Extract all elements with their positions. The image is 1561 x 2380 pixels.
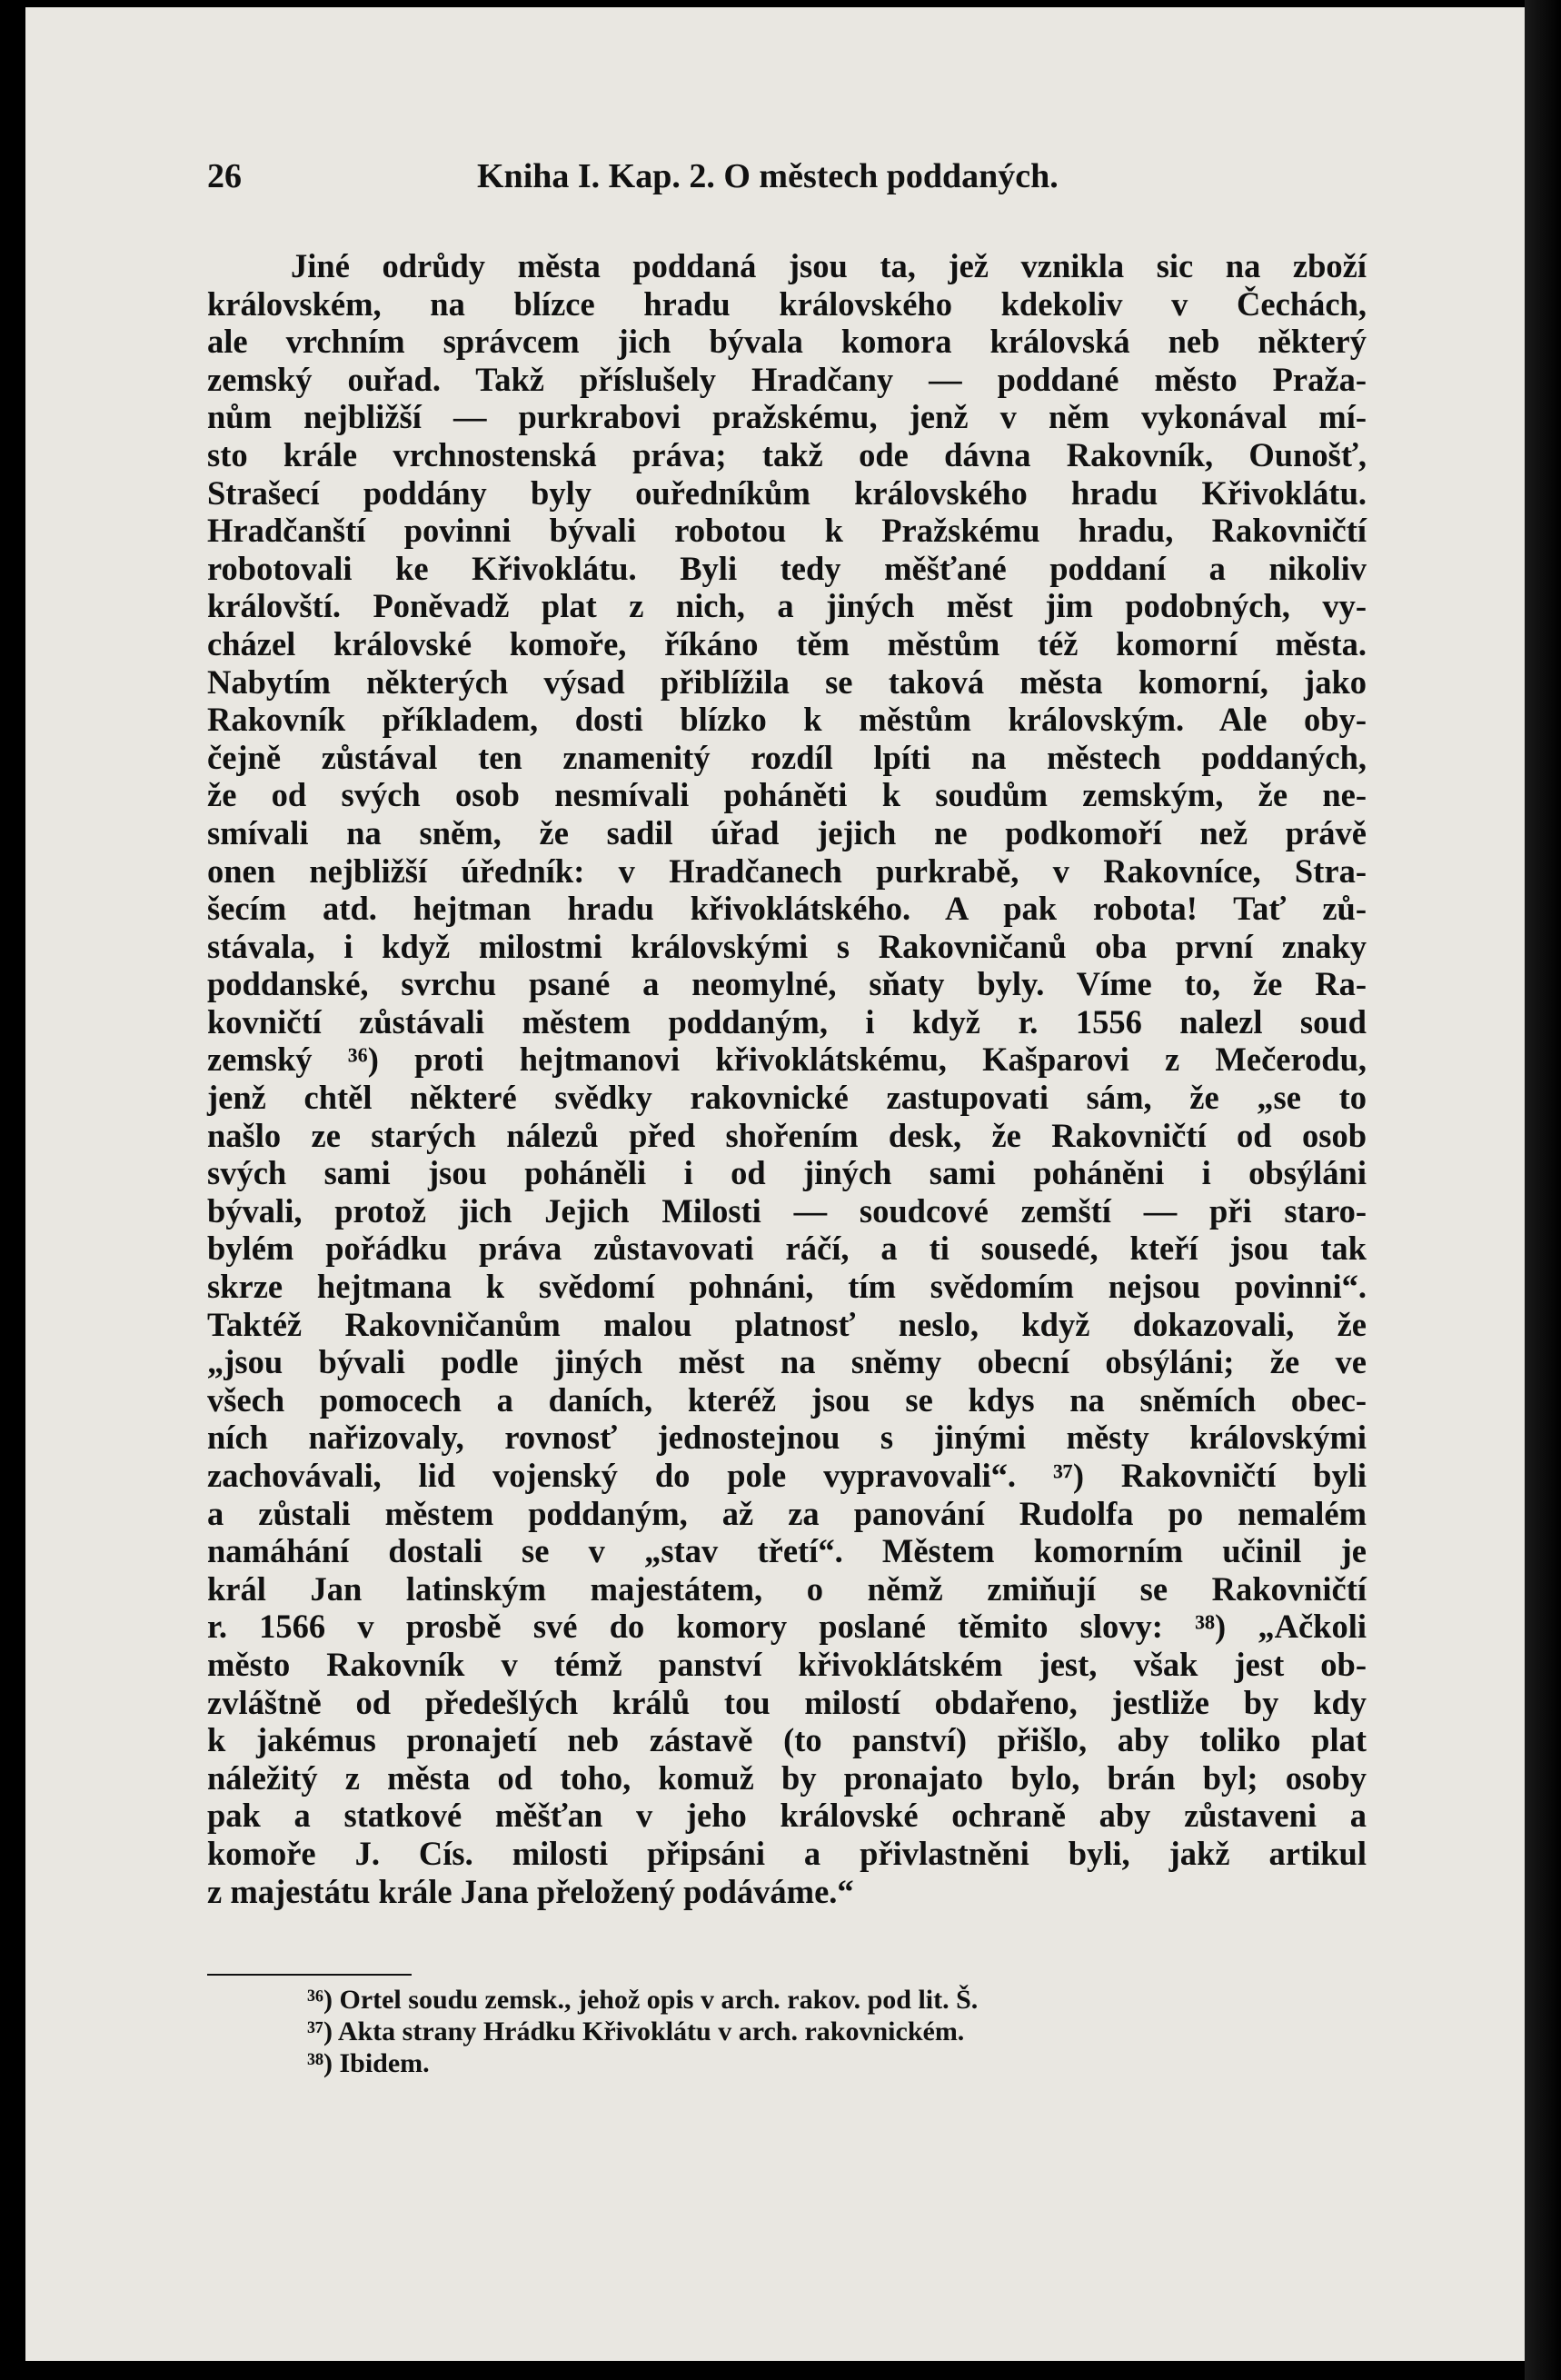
text-line: bylém pořádku práva zůstavovati ráčí, a ti sousedé, kteří jsou tak bbox=[207, 1230, 1367, 1268]
text-line: svých sami jsou poháněli i od jiných sami poháněni i obsýláni bbox=[207, 1154, 1367, 1192]
text-line: zemský ouřad. Takž příslušely Hradčany — poddané město Praža- bbox=[207, 360, 1367, 398]
text-line: z majestátu krále Jana přeložený podáváme.“ bbox=[207, 1872, 854, 1910]
text-line: smívali na sněm, že sadil úřad jejich ne podkomoří než právě bbox=[207, 813, 1367, 851]
text-line: ních nařizovaly, rovnosť jednostejnou s jinými městy královskými bbox=[207, 1419, 1367, 1457]
page-number: 26 bbox=[207, 157, 242, 195]
footnote: ³⁷) Akta strany Hrádku Křivoklátu v arch. rakovnickém. bbox=[307, 2017, 965, 2046]
text-line: stávala, i když milostmi královskými s Rakovničanů oba první znaky bbox=[207, 927, 1367, 965]
text-line: k jakémus pronajetí neb zástavě (to panství) přišlo, aby toliko plat bbox=[207, 1721, 1367, 1759]
text-line: jenž chtěl některé svědky rakovnické zastupovati sám, že „se to bbox=[207, 1079, 1367, 1117]
text-line: Rakovník příkladem, dosti blízko k městům královským. Ale oby- bbox=[207, 701, 1367, 739]
text-line: čejně zůstával ten znamenitý rozdíl lpíti na městech poddaných, bbox=[207, 738, 1367, 776]
text-line: že od svých osob nesmívali poháněti k soudům zemským, že ne- bbox=[207, 776, 1367, 814]
text-line: Nabytím některých výsad přiblížila se taková města komorní, jako bbox=[207, 662, 1367, 701]
main-text bbox=[207, 247, 1367, 1910]
text-line: zachovávali, lid vojenský do pole vypravovali“. ³⁷) Rakovničtí byli bbox=[207, 1457, 1367, 1494]
text-line: náležitý z města od toho, komuž by pronajato bylo, brán byl; osoby bbox=[207, 1758, 1367, 1797]
text-line: Strašecí poddány byly ouředníkům královského hradu Křivoklátu. bbox=[207, 473, 1367, 512]
text-line: kovničtí zůstávali městem poddaným, i když r. 1556 nalezl soud bbox=[207, 1002, 1367, 1041]
text-line: král Jan latinským majestátem, o němž zmiňují se Rakovničtí bbox=[207, 1569, 1367, 1608]
text-line: namáhání dostali se v „stav třetí“. Městem komorním učinil je bbox=[207, 1532, 1367, 1570]
text-line: poddanské, svrchu psané a neomylné, sňaty byly. Víme to, že Ra- bbox=[207, 965, 1367, 1003]
text-line: Hradčanští povinni bývali robotou k Pražskému hradu, Rakovničtí bbox=[207, 512, 1367, 550]
text-line: zemský ³⁶) proti hejtmanovi křivoklátskému, Kašparovi z Mečerodu, bbox=[207, 1041, 1367, 1079]
text-line: pak a statkové měšťan v jeho královské ochraně aby zůstaveni a bbox=[207, 1797, 1367, 1835]
footnotes bbox=[307, 1984, 1352, 2079]
text-line: královští. Poněvadž plat z nich, a jiných měst jim podobných, vy- bbox=[207, 587, 1367, 625]
footnote: ³⁶) Ortel soudu zemsk., jehož opis v arch. rakov. pod lit. Š. bbox=[307, 1985, 979, 2015]
text-line: onen nejbližší úředník: v Hradčanech purkrabě, v Rakovníce, Stra- bbox=[207, 851, 1367, 890]
text-line: r. 1566 v prosbě své do komory poslané těmito slovy: ³⁸) „Ačkoli bbox=[207, 1608, 1367, 1646]
text-line: šecím atd. hejtman hradu křivoklátského. A pak robota! Tať zů- bbox=[207, 890, 1367, 928]
text-line: královském, na blízce hradu královského kdekoliv v Čechách, bbox=[207, 284, 1367, 323]
text-line: všech pomocech a daních, kteréž jsou se kdys na sněmích obec- bbox=[207, 1380, 1367, 1419]
text-line: cházel královské komoře, říkáno těm městům též komorní města. bbox=[207, 624, 1367, 662]
page-header bbox=[207, 156, 1330, 200]
text-line: Jiné odrůdy města poddaná jsou ta, jež vznikla sic na zboží bbox=[291, 247, 1367, 284]
running-title: Kniha I. Kap. 2. O městech poddaných. bbox=[477, 157, 1059, 195]
text-line: „jsou bývali podle jiných měst na sněmy obecní obsýláni; že ve bbox=[207, 1343, 1367, 1381]
text-line: komoře J. Cís. milosti připsáni a přivlastněni byli, jakž artikul bbox=[207, 1834, 1367, 1872]
text-line: zvláštně od předešlých králů tou milostí obdařeno, jestliže by kdy bbox=[207, 1683, 1367, 1721]
text-line: robotovali ke Křivoklátu. Byli tedy měšťané poddaní a nikoliv bbox=[207, 549, 1367, 587]
scan-edge bbox=[1525, 0, 1561, 2380]
footnote: ³⁸) Ibidem. bbox=[307, 2048, 430, 2078]
text-line: skrze hejtmana k svědomí pohnáni, tím svědomím nejsou povinni“. bbox=[207, 1268, 1367, 1306]
text-line: našlo ze starých nálezů před shořením desk, že Rakovničtí od osob bbox=[207, 1116, 1367, 1154]
text-line: sto krále vrchnostenská práva; takž ode dávna Rakovník, Ounošť, bbox=[207, 435, 1367, 473]
text-line: ale vrchním správcem jich bývala komora královská neb některý bbox=[207, 323, 1367, 361]
text-line: město Rakovník v témž panství křivoklátském jest, však jest ob- bbox=[207, 1645, 1367, 1683]
text-line: Taktéž Rakovničanům malou platnosť neslo, když dokazovali, že bbox=[207, 1305, 1367, 1343]
text-line: bývali, protož jich Jejich Milosti — soudcové zemští — při staro- bbox=[207, 1191, 1367, 1230]
text-line: nům nejbližší — purkrabovi pražskému, jenž v něm vykonával mí- bbox=[207, 398, 1367, 436]
text-line: a zůstali městem poddaným, až za panování Rudolfa po nemalém bbox=[207, 1494, 1367, 1532]
footnote-divider bbox=[207, 1974, 412, 1976]
